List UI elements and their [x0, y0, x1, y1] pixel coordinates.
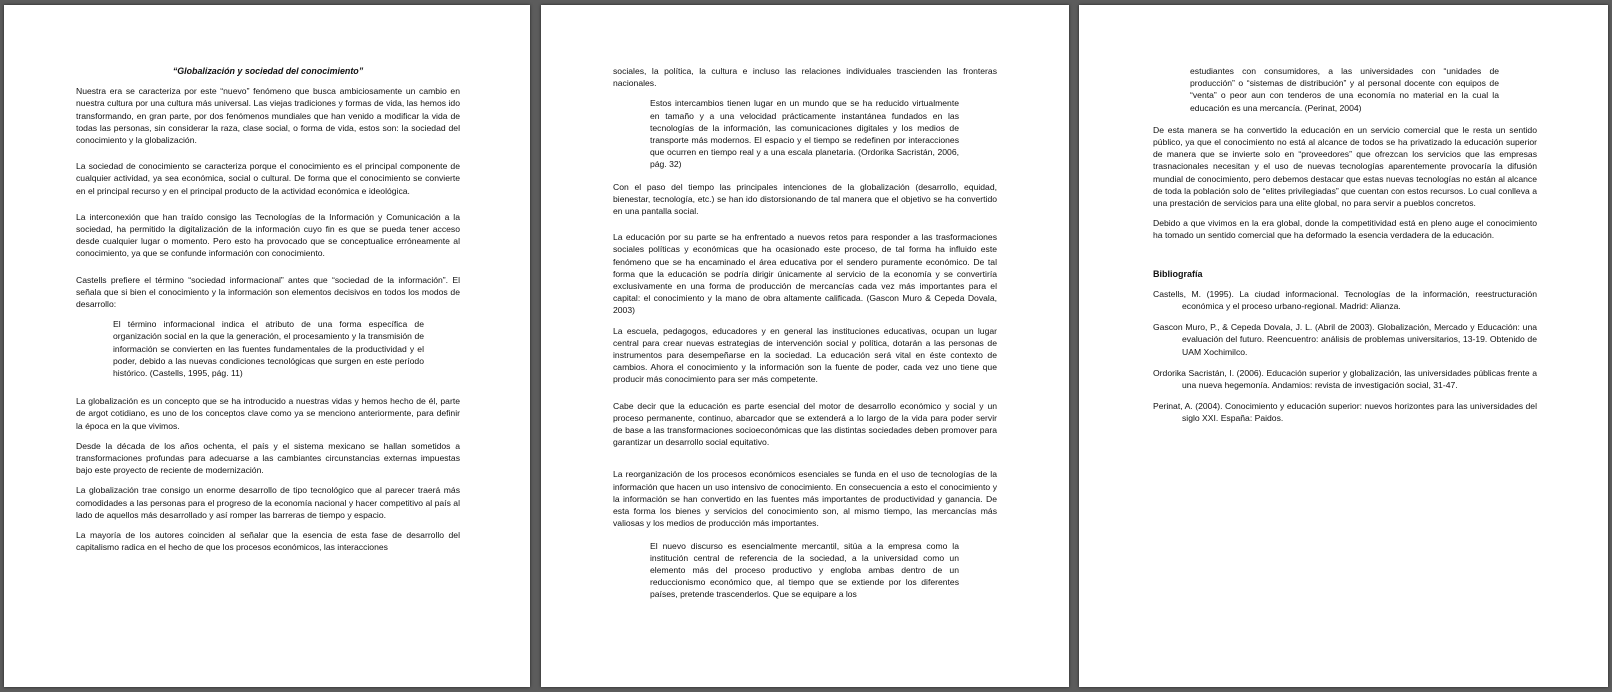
- paragraph: La educación por su parte se ha enfrentado a nuevos retos para responder a las trasformaciones sociales políticas y económicas que ha ocasionado este proceso, de tal forma ha influido este fenómeno que se ha encaminado el área educativa por el sendero puramente económico. De tal forma que la educación se podría dirigir únicamente al servicio de la economía y se convertiría exclusivamente en una forma de producción de mercancías cada vez más importantes para el capital: el conocimiento y la mano de obra altamente calificada. (Gascon Muro & Cepeda Dovala, 2003): [613, 232, 997, 316]
- block-quote: El término informacional indica el atributo de una forma específica de organización social en la que la generación, el procesamiento y la transmisión de información se convierten en las fuentes fundamentales de la productividad y el poder, debido a las nuevas condiciones tecnológicas que surgen en este período histórico. (Castells, 1995, pág. 11): [113, 319, 424, 379]
- paragraph: La mayoría de los autores coinciden al señalar que la esencia de esta fase de desarrollo del capitalismo radica en el hecho de que los procesos económicos, las interacciones: [76, 530, 460, 553]
- paragraph: sociales, la política, la cultura e incluso las relaciones individuales trascienden las fronteras nacionales.: [613, 66, 997, 89]
- reference-item: Perinat, A. (2004). Conocimiento y educación superior: nuevos horizontes para las universidades del siglo XXI. España: Paidos.: [1153, 401, 1537, 424]
- reference-item: Ordorika Sacristán, I. (2006). Educación superior y globalización, las universidades públicas frente a una nueva hegemonía. Andamios: revista de investigación social, 31-47.: [1153, 367, 1537, 391]
- paragraph: La escuela, pedagogos, educadores y en general las instituciones educativas, ocupan un lugar central para crear nuevas estrategias de intervención social y política, dotarán a las personas de instrumentos para desempeñarse en la sociedad. La educación será vital en éste contexto de cambios. Ahora el conocimiento y la información son la fuente de poder, cada vez uno tiene que producir más conocimiento para ser más competente.: [613, 325, 997, 385]
- paragraph: Cabe decir que la educación es parte esencial del motor de desarrollo económico y social y un proceso permanente, continuo, abarcador que se extenderá a lo largo de la vida para poder servir de base a las transformaciones socioeconómicas que las distintas sociedades deben promover para garantizar un desarrollo social equitativo.: [613, 400, 997, 448]
- reference-item: Castells, M. (1995). La ciudad informacional. Tecnologías de la información, reestructuración económica y el proceso urbano-regional. Madrid: Alianza.: [1153, 288, 1537, 312]
- reference-item: Gascon Muro, P., & Cepeda Dovala, J. L. (Abril de 2003). Globalización, Mercado y Educación: una evaluación del futuro. Reencuentro: análisis de problemas universitarios, 13-19. Obtenido de UAM Xochimilco.: [1153, 322, 1537, 357]
- paragraph: Con el paso del tiempo las principales intenciones de la globalización (desarrollo, equidad, bienestar, tecnología, etc.) se han ido distorsionando de tal manera que el objetivo se ha convertido en una pantalla social.: [613, 181, 997, 217]
- paragraph: Debido a que vivimos en la era global, donde la competitividad está en pleno auge el conocimiento ha tomado un sentido comercial que ha deformado la esencia verdadera de la educación.: [1153, 218, 1537, 241]
- paragraph: La sociedad de conocimiento se caracteriza porque el conocimiento es el principal componente de cualquier actividad, ya sea económica, social o cultural. De forma que el conocimiento se convierte en el principal recurso y en el principal producto de la actividad económica e ideológica.: [76, 161, 460, 196]
- document-page-2[interactable]: [541, 5, 1069, 687]
- page-2-content: [613, 65, 997, 611]
- block-quote: estudiantes con consumidores, a las universidades con “unidades de producción” o “sistemas de distribución” y al personal docente con equipos de “venta” o peor aun con tenderos de una economía no material en la cual la educación es una mercancía. (Perinat, 2004): [1190, 66, 1499, 113]
- document-title: “Globalización y sociedad del conocimiento”: [172, 66, 364, 76]
- document-page-3[interactable]: [1079, 5, 1608, 687]
- block-quote: El nuevo discurso es esencialmente mercantil, sitúa a la empresa como la institución central de referencia de la sociedad, a la universidad como un elemento más del proceso productivo y engloba ambas dentro de un reduccionismo económico que, al tiempo que se extiende por los diferentes países, pretende trascenderlos. Que se equipare a los: [650, 540, 959, 600]
- paragraph: La interconexión que han traído consigo las Tecnologías de la Información y Comunicación a la sociedad, ha permitido la digitalización de la información cuyo fin es que se pueda tener acceso desde cualquier lugar o momento. Pero esto ha provocado que se conceptualice erróneamente al conocimiento, ya que se confunde información con conocimiento.: [76, 211, 460, 259]
- page-1-content: [76, 65, 460, 562]
- paragraph: Desde la década de los años ochenta, el país y el sistema mexicano se hallan sometidos a transformaciones profundas para adecuarse a las cambiantes circunstancias externas impuestas bajo este proyecto de reciente de modernización.: [76, 440, 460, 476]
- paragraph: La globalización es un concepto que se ha introducido a nuestras vidas y hemos hecho de él, parte de argot cotidiano, es uno de los conceptos clave como ya se menciono anteriormente, para definir la época en la que vivimos.: [76, 396, 460, 431]
- document-page-1[interactable]: [4, 5, 530, 687]
- paragraph: Nuestra era se caracteriza por este “nuevo” fenómeno que busca ambiciosamente un cambio en nuestra cultura por una cultura más universal. Las viejas tradiciones y formas de vida, las hemos ido transformando, en gran parte, por dos fenómenos mundiales que han venido a modificar la vida de todas las personas, sin considerar la raza, clase social, o forma de vida, estos son: la sociedad del conocimiento y la globalización.: [76, 86, 460, 146]
- bibliography-heading: Bibliografía: [1153, 268, 1203, 279]
- page-3-content: [1153, 65, 1537, 434]
- paragraph: La globalización trae consigo un enorme desarrollo de tipo tecnológico que al parecer traerá más comodidades a las personas para el progreso de la economía nacional y hacer competitivo al país al lado de aquellos más desarrollado y así romper las barreras de tiempo y espacio.: [76, 485, 460, 520]
- paragraph: Castells prefiere el término “sociedad informacional” antes que “sociedad de la información”. El señala que si bien el conocimiento y la información son elementos decisivos en todos los modos de desarrollo:: [76, 274, 460, 310]
- paragraph: La reorganización de los procesos económicos esenciales se funda en el uso de tecnologías de la información que hacen un uso intensivo de conocimiento. En consecuencia a esto el conocimiento y la información se han convertido en las fuentes más importantes de productividad y ganancia. De esta forma los bienes y servicios del conocimiento son, al mismo tiempo, las mercancías más valiosas y los medios de producción más importantes.: [613, 469, 997, 529]
- paragraph: De esta manera se ha convertido la educación en un servicio comercial que le resta un sentido público, ya que el conocimiento no está al alcance de todos se ha privatizado la educación superior de manera que se invierte solo en “proveedores” que ofrezcan los servicios que las empresas trasnacionales necesitan y el uso de nuevas tecnologías aparentemente provocaría la difusión mundial de conocimiento, pero debemos destacar que estas nuevas tecnologías no están al alcance de toda la población solo de “elites privilegiadas” que cuentan con estos recursos. Lo cual conlleva a una prestación de servicios para una elite global, no para servir a pueblos concretos.: [1153, 124, 1537, 209]
- block-quote: Estos intercambios tienen lugar en un mundo que se ha reducido virtualmente en tamaño y a una velocidad prácticamente instantánea fundados en las tecnologías de la información, las comunicaciones digitales y los medios de transporte más modernos. El espacio y el tiempo se redefinen por interacciones que ocurren en tiempo real y a una escala planetaria. (Ordorika Sacristán, 2006, pág. 32): [650, 98, 959, 170]
